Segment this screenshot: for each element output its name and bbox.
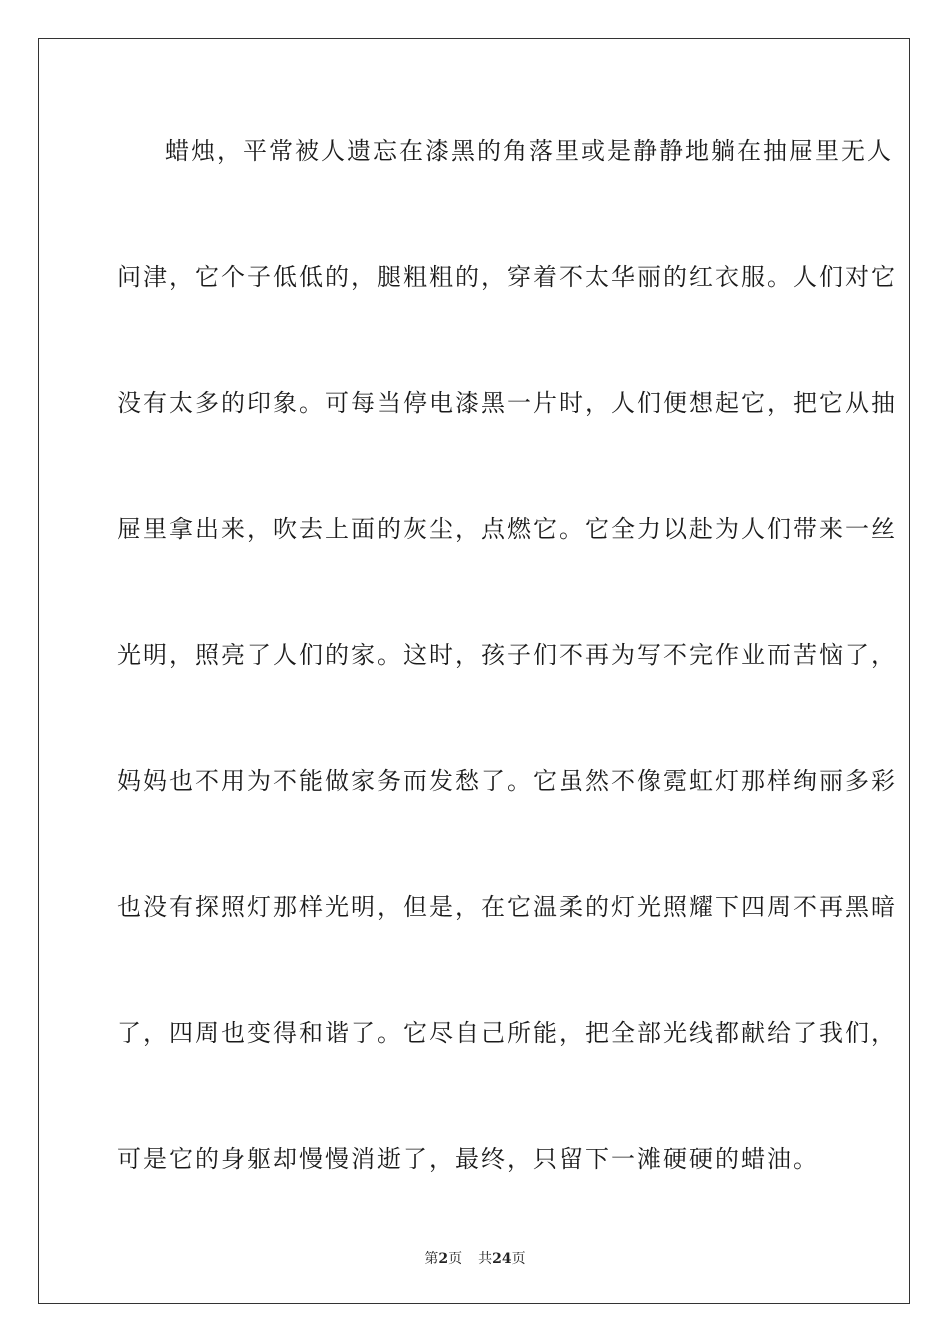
page-footer bbox=[0, 1248, 950, 1268]
text-line-5: 光明，照亮了人们的家。这时，孩子们不再为写不完作业而苦恼了， bbox=[117, 641, 897, 669]
text-line-2: 问津，它个子低低的，腿粗粗的，穿着不太华丽的红衣服。人们对它 bbox=[117, 263, 897, 291]
page-suffix: 页 bbox=[448, 1251, 463, 1267]
total-suffix: 页 bbox=[511, 1251, 526, 1267]
total-pages: 24 bbox=[492, 1251, 512, 1267]
text-line-9: 可是它的身躯却慢慢消逝了，最终，只留下一滩硬硬的蜡油。 bbox=[117, 1145, 819, 1173]
page-prefix: 第 bbox=[424, 1251, 439, 1267]
page-number: 2 bbox=[438, 1251, 449, 1267]
text-line-3: 没有太多的印象。可每当停电漆黑一片时，人们便想起它，把它从抽 bbox=[117, 389, 897, 417]
text-line-4: 屉里拿出来，吹去上面的灰尘，点燃它。它全力以赴为人们带来一丝 bbox=[117, 515, 897, 543]
document-body bbox=[117, 118, 897, 1252]
text-line-7: 也没有探照灯那样光明，但是，在它温柔的灯光照耀下四周不再黑暗 bbox=[117, 893, 897, 921]
text-line-1: 蜡烛，平常被人遗忘在漆黑的角落里或是静静地躺在抽屉里无人 bbox=[165, 137, 893, 165]
total-prefix: 共 bbox=[478, 1251, 493, 1267]
text-line-6: 妈妈也不用为不能做家务而发愁了。它虽然不像霓虹灯那样绚丽多彩 bbox=[117, 767, 897, 795]
text-line-8: 了，四周也变得和谐了。它尽自己所能，把全部光线都献给了我们， bbox=[117, 1019, 897, 1047]
